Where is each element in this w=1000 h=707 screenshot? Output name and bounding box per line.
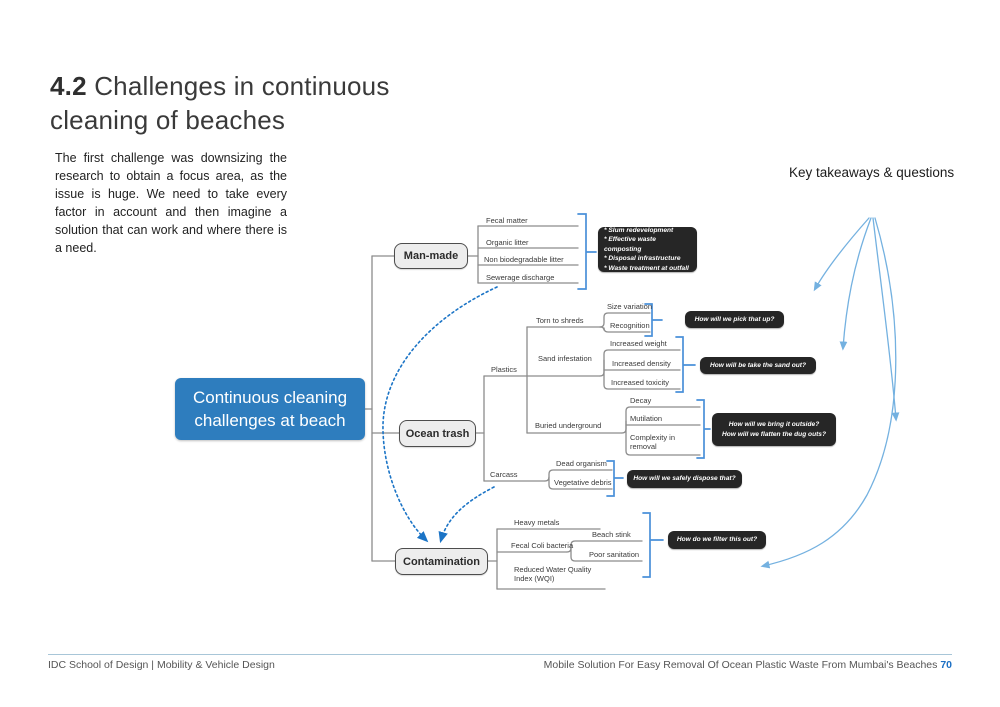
leaf-reduced-wqi: Reduced Water Quality Index (WQI) xyxy=(514,565,592,583)
leaf-recognition: Recognition xyxy=(610,321,650,330)
branch-node-man-made: Man-made xyxy=(394,243,468,269)
leaf-torn-to-shreds: Torn to shreds xyxy=(536,316,584,325)
page-number: 70 xyxy=(940,659,952,671)
section-number: 4.2 xyxy=(50,71,87,102)
leaf-complexity-in-removal: Complexity in removal xyxy=(630,433,676,451)
leaf-poor-sanitation: Poor sanitation xyxy=(589,550,640,559)
leaf-fecal-matter: Fecal matter xyxy=(486,216,528,225)
leaf-sewerage-discharge: Sewerage discharge xyxy=(486,273,555,282)
leaf-buried-underground: Buried underground xyxy=(535,421,602,430)
takeaway-line: * Disposal infrastructure xyxy=(604,255,681,263)
footer-divider xyxy=(48,654,952,655)
leaf-heavy-metals: Heavy metals xyxy=(514,518,560,527)
key-takeaways-label: Key takeaways & questions xyxy=(789,165,955,180)
leaf-carcass: Carcass xyxy=(490,470,518,479)
takeaway-box-man-made xyxy=(598,227,697,272)
intro-paragraph: The first challenge was downsizing the research to obtain a focus area, as the issue is huge. We need to take every factor in account and then imagine a solution that can work and where there is a need. xyxy=(55,150,287,255)
branch-node-contamination: Contamination xyxy=(395,548,488,575)
page-title-text: Challenges in continuous cleaning of beaches xyxy=(50,71,390,136)
leaf-increased-density: Increased density xyxy=(612,359,671,368)
dotted-relation-arrows xyxy=(383,287,497,540)
question-line: How will we bring it outside? xyxy=(728,421,820,428)
leaf-mutilation: Mutilation xyxy=(630,414,663,423)
leaf-plastics: Plastics xyxy=(491,365,517,374)
leaf-sand-infestation: Sand infestation xyxy=(538,354,592,363)
leaf-dead-organism: Dead organism xyxy=(556,459,607,468)
leaf-increased-weight: Increased weight xyxy=(610,339,667,348)
takeaway-line: * Effective waste composting xyxy=(604,236,656,253)
leaf-fecal-coli-bacteria: Fecal Coli bacteria xyxy=(511,541,574,550)
question-box-pick-up: How will we pick that up? xyxy=(685,311,784,328)
question-box-sand-out: How will be take the sand out? xyxy=(700,357,816,374)
branch-node-ocean-trash: Ocean trash xyxy=(399,420,476,447)
footer-document-title: Mobile Solution For Easy Removal Of Ocean Plastic Waste From Mumbai's Beaches xyxy=(543,659,938,671)
question-box-bring-outside xyxy=(712,413,836,446)
question-line: How will we flatten the dug outs? xyxy=(721,430,827,438)
leaf-increased-toxicity: Increased toxicity xyxy=(611,378,669,387)
leaf-vegetative-debris: Vegetative debris xyxy=(554,478,612,487)
leaf-organic-litter: Organic litter xyxy=(486,238,529,247)
question-box-filter-out: How do we filter this out? xyxy=(668,531,766,549)
leaf-beach-stink: Beach stink xyxy=(592,530,631,539)
page-title xyxy=(50,69,470,137)
leaf-decay: Decay xyxy=(630,396,652,405)
footer-right-text xyxy=(452,659,952,671)
takeaway-line: * Waste treatment at outfall xyxy=(604,264,689,272)
footer-left-text: IDC School of Design | Mobility & Vehicle Design xyxy=(48,659,275,671)
root-node: Continuous cleaning challenges at beach xyxy=(175,378,365,440)
leaf-size-variation: Size variation xyxy=(607,302,653,311)
leaf-non-biodegradable-litter: Non biodegradable litter xyxy=(484,255,564,264)
key-takeaways-arrows xyxy=(763,218,896,566)
question-box-safely-dispose: How will we safely dispose that? xyxy=(627,470,742,488)
takeaway-line: * Slum redevelopment xyxy=(604,226,674,234)
